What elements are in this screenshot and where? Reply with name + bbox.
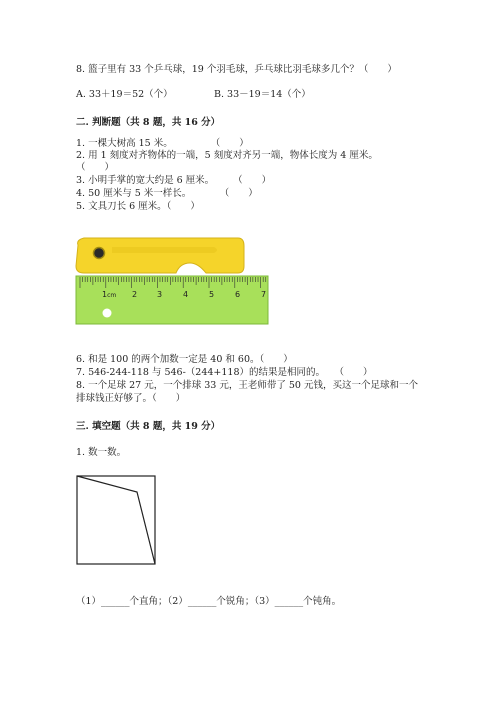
section-2-heading: 二. 判断题（共 8 题，共 16 分） [76,117,221,128]
ruler-tick-label: 3 [157,290,163,299]
fill-answer-line: （1）______个直角；（2）______个锐角；（3）______个钝角。 [76,596,342,607]
section-3-heading: 三. 填空题（共 8 题，共 19 分） [76,421,221,432]
judge-item-8: 8. 一个足球 27 元，一个排球 33 元，王老师带了 50 元钱，买这一个足球和一个 [76,380,418,391]
ruler-tick-label: 6 [235,290,241,299]
judge-item-2-blank: （ ） [76,162,115,173]
judge-item-7: 7. 546-244-118 与 546-（244+118）的结果是相同的。 （ ） [76,367,373,378]
ruler-tick-label: 2 [132,290,138,299]
judge-item-4: 4. 50 厘米与 5 米一样长。 （ ） [76,188,258,199]
ruler-tick-label: 7 [261,290,267,299]
judge-item-2: 2. 用 1 刻度对齐物体的一端，5 刻度对齐另一端，物体长度为 4 厘米。 [76,150,378,161]
judge-item-3: 3. 小明手掌的宽大约是 6 厘米。 （ ） [76,175,272,186]
fill-question-1: 1. 数一数。 [76,447,127,458]
ruler-unit-label: cm [107,292,117,299]
ruler-tick-label: 5 [209,290,215,299]
judge-item-5: 5. 文具刀长 6 厘米。（ ） [76,201,200,212]
ruler-tick-label: 4 [183,290,189,299]
question-8-text: 8. 篮子里有 33 个乒乓球，19 个羽毛球，乒乓球比羽毛球多几个？（ ） [76,64,397,75]
option-a: A. 33＋19＝52（个） [76,89,173,100]
judge-item-8-cont: 排球钱正好够了。（ ） [76,393,186,404]
judge-item-1: 1. 一棵大树高 15 米。 （ ） [76,138,249,149]
option-b: B. 33－19＝14（个） [214,89,311,100]
ruler-tick-label: 1 [102,290,108,299]
judge-item-6: 6. 和是 100 的两个加数一定是 40 和 60。（ ） [76,354,293,365]
